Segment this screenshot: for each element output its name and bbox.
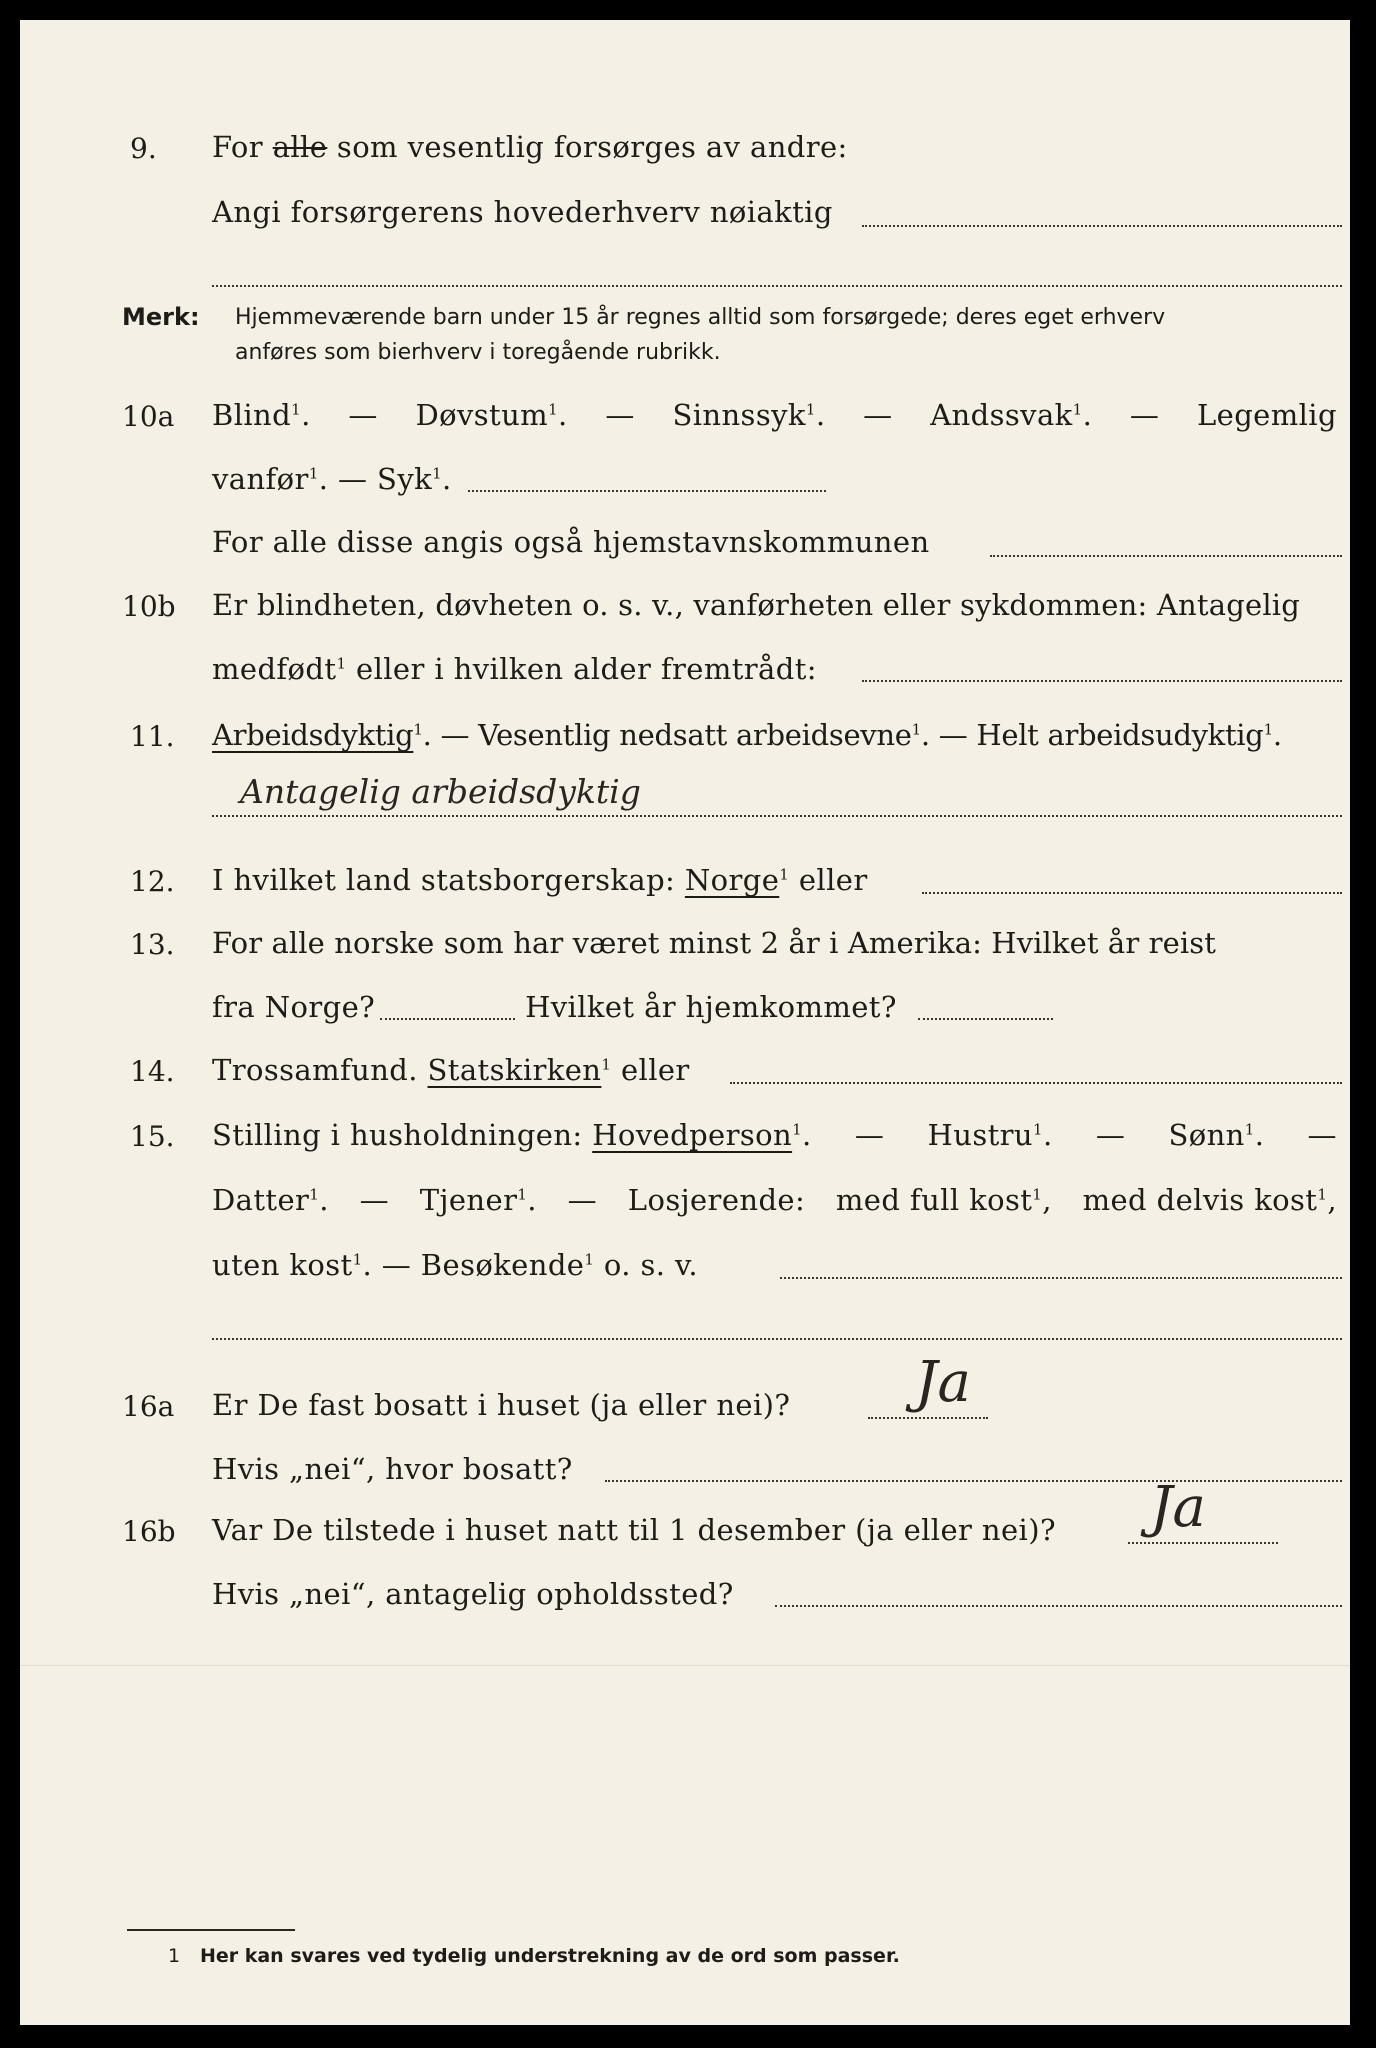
answer-line-11 — [212, 815, 1342, 817]
question-number-13: 13. — [130, 928, 175, 961]
answer-line-16b — [1128, 1542, 1278, 1544]
answer-line-13-hjemkommet — [918, 1018, 1053, 1020]
struck-word: alle — [272, 130, 328, 164]
question-9-line-1: For alle som vesentlig forsørges av andre: — [212, 130, 848, 164]
question-10b-line-2: medfødt$^1$ eller i hvilken alder fremtrådt: — [212, 652, 817, 686]
question-12-line: I hvilket land statsborgerskap: Norge$^1$ eller — [212, 863, 868, 897]
question-15-line-1: Stilling i husholdningen: Hovedperson$^1$. — Hustru$^1$. — Sønn$^1$. — — [212, 1118, 1337, 1152]
question-10a-line-1: Blind$^1$. — Døvstum$^1$. — Sinnssyk$^1$. — Andssvak$^1$. — Legemlig — [212, 398, 1337, 432]
answer-line-15b — [212, 1338, 1342, 1340]
footnote-rule — [127, 1929, 295, 1931]
question-number-12: 12. — [130, 865, 175, 898]
question-number-14: 14. — [130, 1055, 175, 1088]
question-number-15: 15. — [130, 1120, 175, 1153]
census-form-page — [20, 20, 1350, 2025]
answer-line-9 — [862, 225, 1342, 227]
question-number-11: 11. — [130, 720, 175, 753]
question-13-line-2: fra Norge? Hvilket år hjemkommet? — [212, 990, 897, 1024]
answer-line-12 — [922, 892, 1342, 894]
question-13-line-1: For alle norske som har været minst 2 år i Amerika: Hvilket år reist — [212, 926, 1216, 960]
question-number-9: 9. — [130, 132, 157, 165]
answer-line-10b — [862, 680, 1342, 682]
handwritten-answer-16b: Ja — [1150, 1475, 1206, 1540]
question-10a-line-2: vanfør$^1$. — Syk$^1$. — [212, 462, 452, 496]
question-11-line-1: Arbeidsdyktig$^1$. — Vesentlig nedsatt arbeidsevne$^1$. — Helt arbeidsudyktig$^1$. — [212, 718, 1282, 752]
question-10a-line-3: For alle disse angis også hjemstavnskommunen — [212, 525, 930, 559]
handwritten-answer-11: Antagelig arbeidsdyktig — [240, 772, 641, 811]
answer-line-16a — [868, 1417, 988, 1419]
question-15-line-3: uten kost$^1$. — Besøkende$^1$ o. s. v. — [212, 1248, 698, 1282]
merk-label: Merk: — [122, 303, 200, 331]
question-number-16a: 16a — [122, 1390, 175, 1423]
merk-text-line-2: anføres som bierhverv i toregående rubrikk. — [235, 340, 721, 365]
question-14-line: Trossamfund. Statskirken$^1$ eller — [212, 1053, 690, 1087]
question-16b-line-2: Hvis „nei“, antagelig opholdssted? — [212, 1577, 734, 1611]
question-number-10a: 10a — [122, 400, 175, 433]
question-number-16b: 16b — [122, 1515, 176, 1548]
answer-line-16b-opholdssted — [775, 1605, 1342, 1607]
answer-line-9b — [212, 285, 1342, 287]
question-9-line-2: Angi forsørgerens hovederhverv nøiaktig — [212, 195, 833, 229]
question-16a-line-2: Hvis „nei“, hvor bosatt? — [212, 1452, 573, 1486]
answer-line-10a-kommune — [990, 555, 1342, 557]
question-15-line-2: Datter$^1$. — Tjener$^1$. — Losjerende: med full kost$^1$, med delvis kost$^1$, — [212, 1183, 1337, 1217]
question-10b-line-1: Er blindheten, døvheten o. s. v., vanførheten eller sykdommen: Antagelig — [212, 588, 1301, 622]
answer-line-14 — [730, 1082, 1342, 1084]
question-16b-line-1: Var De tilstede i huset natt til 1 desember (ja eller nei)? — [212, 1513, 1056, 1547]
question-number-10b: 10b — [122, 590, 176, 623]
answer-line-16a-bosatt — [605, 1480, 1342, 1482]
footnote: 1 Her kan svares ved tydelig understrekning av de ord som passer. — [168, 1945, 900, 1967]
merk-text-line-1: Hjemmeværende barn under 15 år regnes alltid som forsørgede; deres eget erhverv — [235, 305, 1166, 330]
answer-line-10a — [468, 490, 826, 492]
page-fold-line — [20, 1665, 1350, 1666]
question-16a-line-1: Er De fast bosatt i huset (ja eller nei)? — [212, 1388, 791, 1422]
answer-line-15 — [780, 1277, 1342, 1279]
handwritten-answer-16a: Ja — [915, 1350, 971, 1415]
answer-line-13-reist — [380, 1018, 515, 1020]
